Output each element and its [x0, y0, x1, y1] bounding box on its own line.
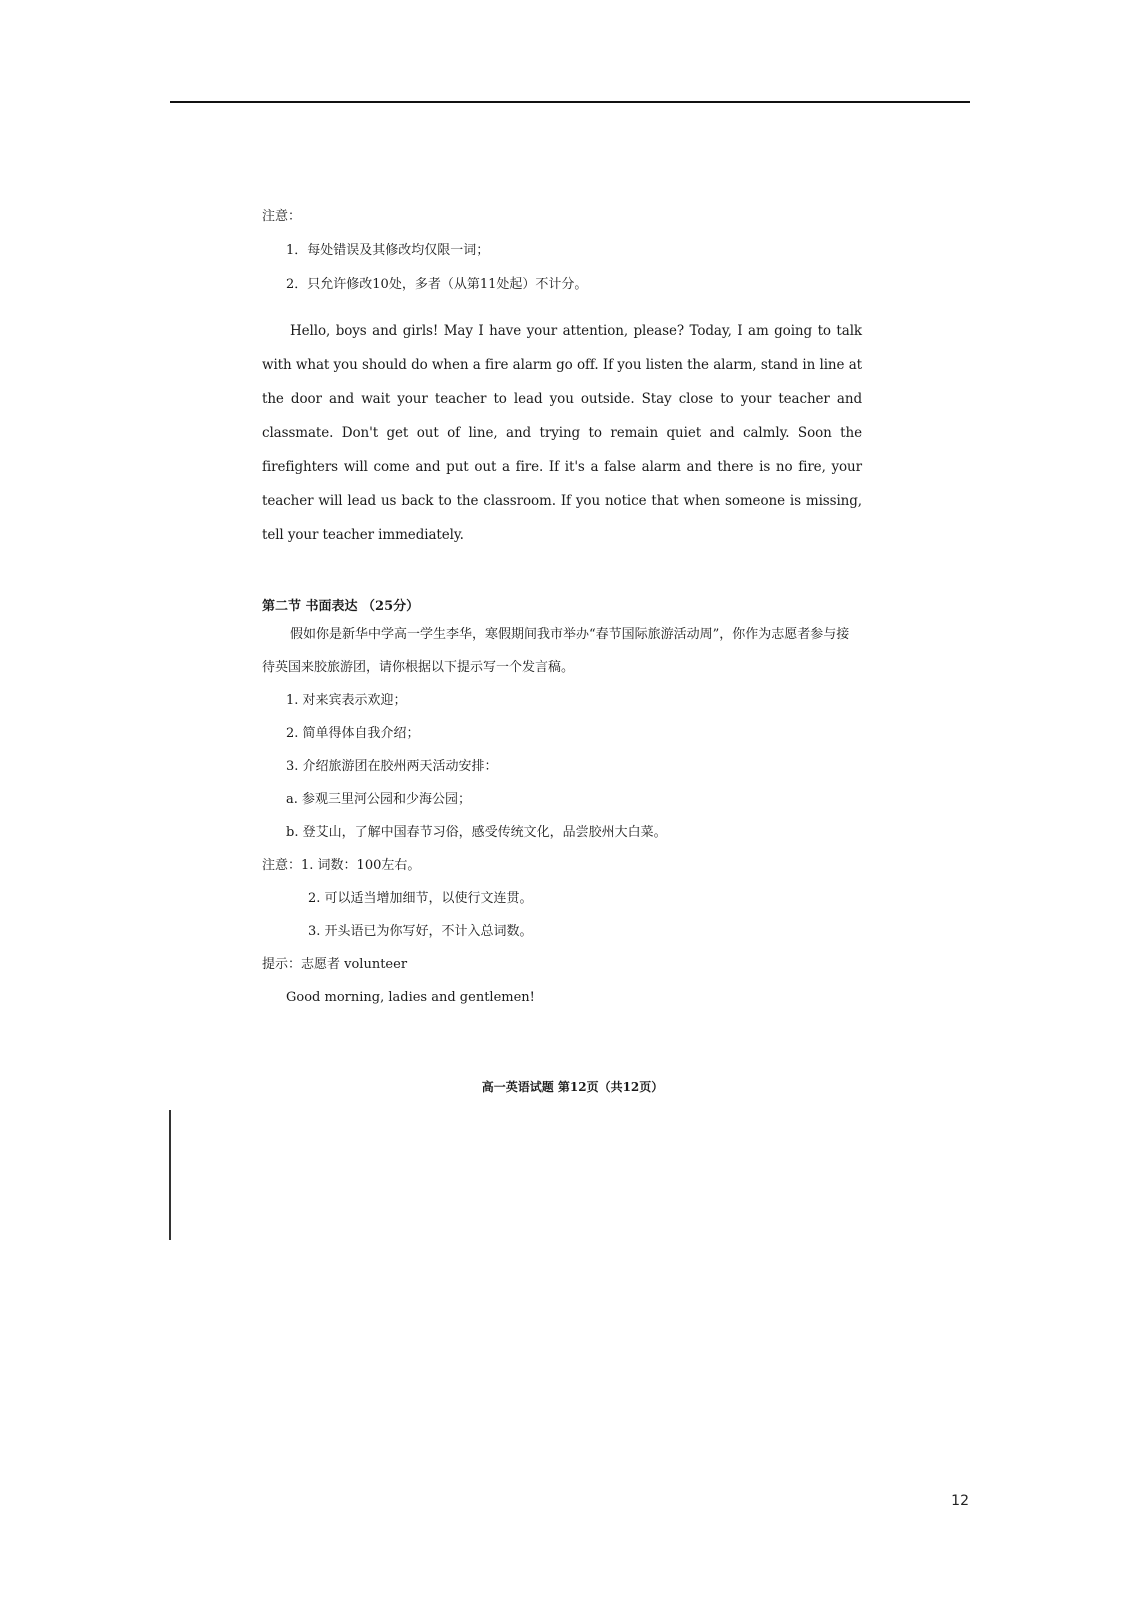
page-number: 12: [951, 1493, 969, 1509]
task-point-1: 1. 对来宾表示欢迎；: [286, 693, 407, 708]
task-points: [262, 684, 862, 1014]
note-item-2: 2．只允许修改10处，多者（从第11处起）不计分。: [286, 277, 588, 292]
note-title: 注意：: [262, 209, 302, 224]
error-correction-passage: [262, 314, 862, 552]
task-point-2: 2. 简单得体自我介绍；: [286, 726, 420, 741]
notes-row: [262, 849, 862, 882]
note-2: 2. 可以适当增加细节，以使行文连贯。: [308, 891, 533, 906]
section-title: 第二节 书面表达 （25分）: [262, 599, 420, 614]
opening-line: Good morning, ladies and gentlemen!: [286, 990, 535, 1005]
scan-edge-line: [169, 1110, 171, 1240]
note-item-1: 1．每处错误及其修改均仅限一词；: [286, 243, 490, 258]
task-subpoint-a: a. 参观三里河公园和少海公园；: [286, 792, 472, 807]
writing-task: 假如你是新华中学高一学生李华，寒假期间我市举办“春节国际旅游活动周”，你作为志愿者参与接待英国来胶旅游团，请你根据以下提示写一个发言稿。: [262, 627, 850, 675]
top-rule: [170, 101, 970, 103]
note-1: 1. 词数：100左右。: [301, 858, 421, 873]
note-3: 3. 开头语已为你写好，不计入总词数。: [308, 924, 533, 939]
scanned-page-content: [262, 200, 862, 1014]
task-point-3: 3. 介绍旅游团在胶州两天活动安排：: [286, 759, 498, 774]
exam-footer: 高一英语试题 第12页（共12页）: [481, 1080, 664, 1094]
notes-label: 注意：: [262, 858, 302, 873]
hint: 提示：志愿者 volunteer: [262, 957, 408, 972]
passage-text: Hello, boys and girls! May I have your attention, please? Today, I am going to talk with what you should do when a fire alarm go off. If you listen the alarm, stand in line at the door and wait your teacher to lead you outside. Stay close to your teacher and classmate. Don't get out of line, and trying to remain quiet and calmly. Soon the firefighters will come and put out a fire. If it's a false alarm and there is no fire, your teacher will lead us back to the classroom. If you notice that when someone is missing, tell your teacher immediately.: [262, 323, 862, 543]
task-subpoint-b: b. 登艾山，了解中国春节习俗，感受传统文化，品尝胶州大白菜。: [286, 825, 667, 840]
